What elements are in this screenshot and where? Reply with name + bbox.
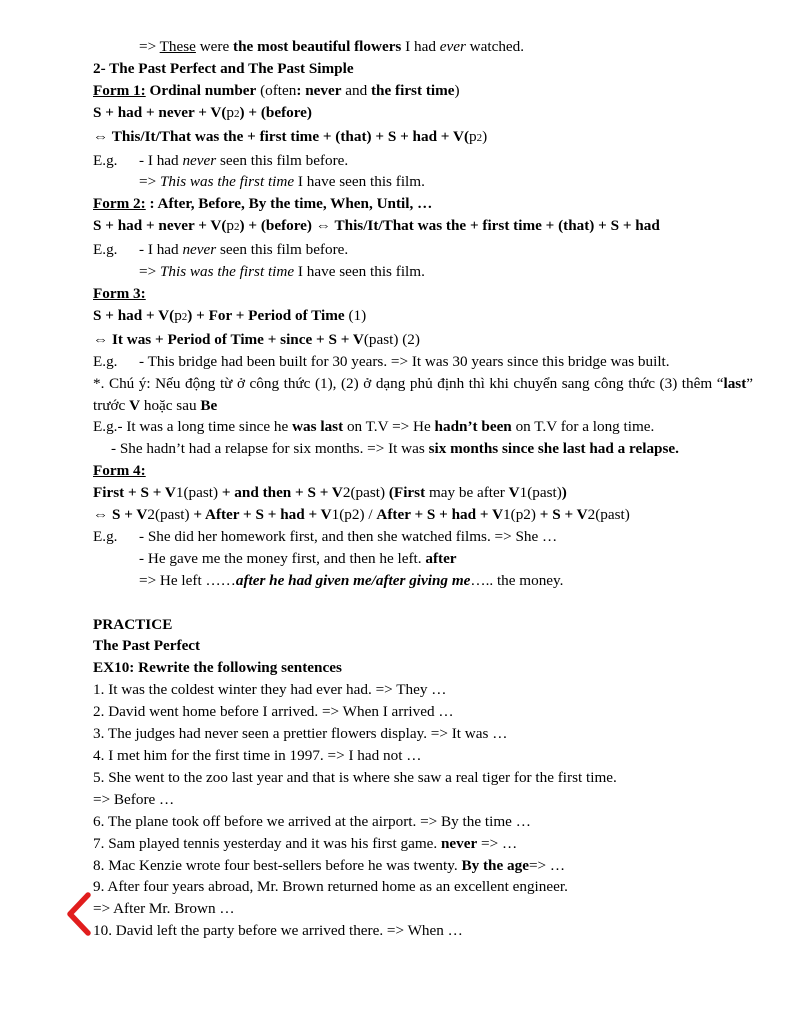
- example-line: => This was the first time I have seen this film.: [139, 263, 425, 281]
- section-heading: 2- The Past Perfect and The Past Simple: [93, 59, 354, 77]
- exercise-item: 5. She went to the zoo last year and that is where she saw a real tiger for the first time.: [93, 768, 617, 786]
- formula-line: ⇔ This/It/That was the + first time + (that) + S + had + V(p2): [93, 127, 488, 145]
- exercise-title: EX10: Rewrite the following sentences: [93, 659, 342, 677]
- example-line: E.g.- It was a long time since he was last on T.V => He hadn’t been on T.V for a long time.: [93, 418, 655, 436]
- example-line: E.g. - She did her homework first, and then she watched films. => She …: [93, 527, 558, 545]
- exercise-item: 8. Mac Kenzie wrote four best-sellers before he was twenty. By the age=> …: [93, 856, 566, 874]
- example-line: => He left ……after he had given me/after giving me….. the money.: [139, 571, 564, 589]
- exercise-item-continuation: => After Mr. Brown …: [93, 900, 235, 918]
- chevron-left-icon: [64, 892, 94, 936]
- spacer: [93, 592, 753, 614]
- exercise-item: 9. After four years abroad, Mr. Brown returned home as an excellent engineer.: [93, 878, 568, 896]
- example-line: E.g. - I had never seen this film before.: [93, 151, 349, 169]
- practice-subheading: The Past Perfect: [93, 637, 201, 655]
- example-line: E.g. - This bridge had been built for 30 years. => It was 30 years since this bridge was built.: [93, 352, 670, 370]
- formula-line: S + had + never + V(p2) + (before) ⇔ This/It/That was the + first time + (that) + S + had: [93, 217, 660, 235]
- form-2-heading: Form 2: : After, Before, By the time, When, Until, …: [93, 195, 433, 213]
- example-line: => This was the first time I have seen this film.: [139, 173, 425, 191]
- example-line: => These were the most beautiful flowers I had ever watched.: [139, 38, 525, 55]
- form-1-heading: Form 1: Ordinal number (often: never and the first time): [93, 81, 460, 99]
- exercise-item: 6. The plane took off before we arrived at the airport. => By the time …: [93, 812, 531, 830]
- practice-heading: PRACTICE: [93, 615, 173, 633]
- formula-line: S + had + V(p2) + For + Period of Time (1): [93, 306, 367, 324]
- exercise-item-continuation: => Before …: [93, 790, 175, 808]
- exercise-item: 4. I met him for the first time in 1997. => I had not …: [93, 746, 422, 764]
- exercise-item: 7. Sam played tennis yesterday and it was his first game. never => …: [93, 834, 518, 852]
- note-paragraph: *. Chú ý: Nếu động từ ở công thức (1), (2) ở dạng phủ định thì khi chuyển sang công thức (3) thêm “last” trước V hoặc sau Be: [93, 374, 753, 414]
- formula-line: S + had + never + V(p2) + (before): [93, 103, 312, 121]
- example-line: E.g. - I had never seen this film before.: [93, 241, 349, 259]
- example-paragraph: - She hadn’t had a relapse for six months. => It was six months since she last had a relapse.: [111, 440, 679, 458]
- exercise-item: 1. It was the coldest winter they had ever had. => They …: [93, 681, 447, 699]
- form-3-heading: Form 3:: [93, 284, 146, 302]
- formula-line: First + S + V1(past) + and then + S + V2(past) (First may be after V1(past)): [93, 484, 567, 502]
- example-line: - He gave me the money first, and then he left. after: [139, 549, 457, 567]
- formula-line: ⇔ It was + Period of Time + since + S + V(past) (2): [93, 330, 420, 348]
- form-4-heading: Form 4:: [93, 462, 146, 480]
- exercise-item: 2. David went home before I arrived. => When I arrived …: [93, 703, 454, 721]
- formula-line: ⇔ S + V2(past) + After + S + had + V1(p2) / After + S + had + V1(p2) + S + V2(past): [93, 506, 630, 524]
- document-page: [93, 36, 753, 942]
- exercise-item: 3. The judges had never seen a prettier flowers display. => It was …: [93, 725, 508, 743]
- exercise-item: 10. David left the party before we arrived there. => When …: [93, 922, 463, 940]
